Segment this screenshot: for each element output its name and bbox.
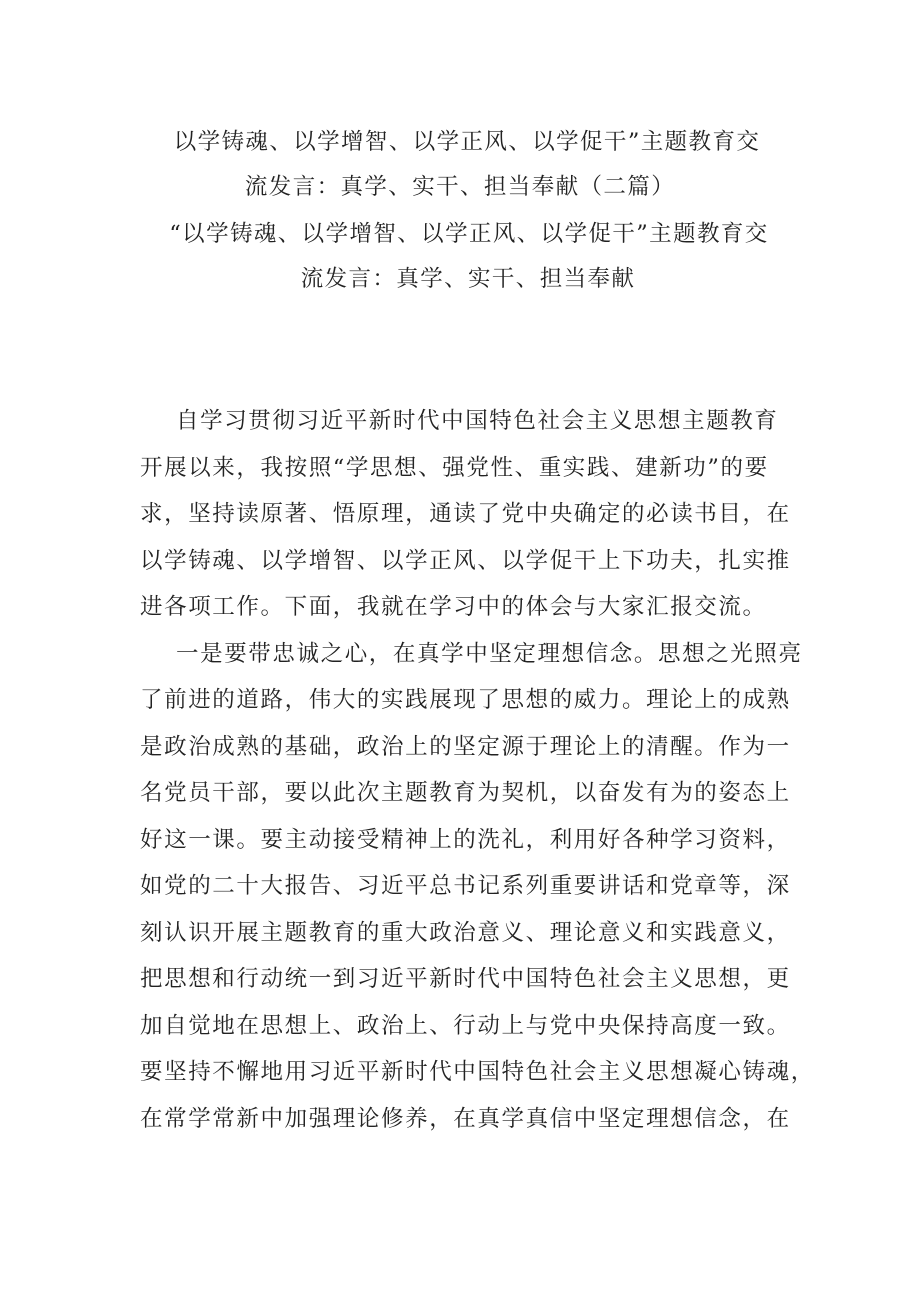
body-line: 以学铸魂、以学增智、以学正风、以学促干上下功夫，扎实推	[140, 547, 791, 574]
body-line: 名党员干部，要以此次主题教育为契机，以奋发有为的姿态上	[140, 780, 791, 806]
body-line: 是政治成熟的基础，政治上的坚定源于理论上的清醒。作为一	[140, 733, 791, 760]
body-line: 把思想和行动统一到习近平新时代中国特色社会主义思想，更	[140, 966, 791, 992]
body-line: 好这一课。要主动接受精神上的洗礼，利用好各种学习资料，	[140, 826, 791, 853]
body-line: 如党的二十大报告、习近平总书记系列重要讲话和党章等，深	[140, 873, 791, 899]
body-line: 刻认识开展主题教育的重大政治意义、理论意义和实践意义，	[140, 919, 791, 946]
document-title	[0, 120, 920, 210]
body-line: 开展以来，我按照“学思想、强党性、重实践、建新功”的要	[140, 454, 769, 481]
title-line-2: 流发言：真学、实干、担当奉献（二篇）	[244, 174, 676, 200]
title-line-1: 以学铸魂、以学增智、以学正风、以学促干”主题教育交	[173, 129, 761, 155]
body-line: 要坚持不懈地用习近平新时代中国特色社会主义思想凝心铸魂，	[140, 1059, 815, 1085]
body-line: 进各项工作。下面，我就在学习中的体会与大家汇报交流。	[140, 594, 767, 620]
article-title-line-2: 流发言：真学、实干、担当奉献	[300, 266, 636, 292]
article-title-line-1: “以学铸魂、以学增智、以学正风、以学促干”主题教育交	[169, 221, 769, 247]
body-line: 一是要带忠诚之心，在真学中坚定理想信念。思想之光照亮	[176, 640, 803, 667]
body-line: 求，坚持读原著、悟原理，通读了党中央确定的必读书目，在	[140, 501, 791, 527]
body-line: 了前进的道路，伟大的实践展现了思想的威力。理论上的成熟	[140, 687, 791, 713]
body-line: 加自觉地在思想上、政治上、行动上与党中央保持高度一致。	[140, 1012, 791, 1039]
body-text	[140, 398, 815, 1142]
body-line: 自学习贯彻习近平新时代中国特色社会主义思想主题教育	[176, 408, 779, 434]
body-line: 在常学常新中加强理论修养，在真学真信中坚定理想信念，在	[140, 1105, 791, 1132]
article-title	[0, 212, 920, 302]
